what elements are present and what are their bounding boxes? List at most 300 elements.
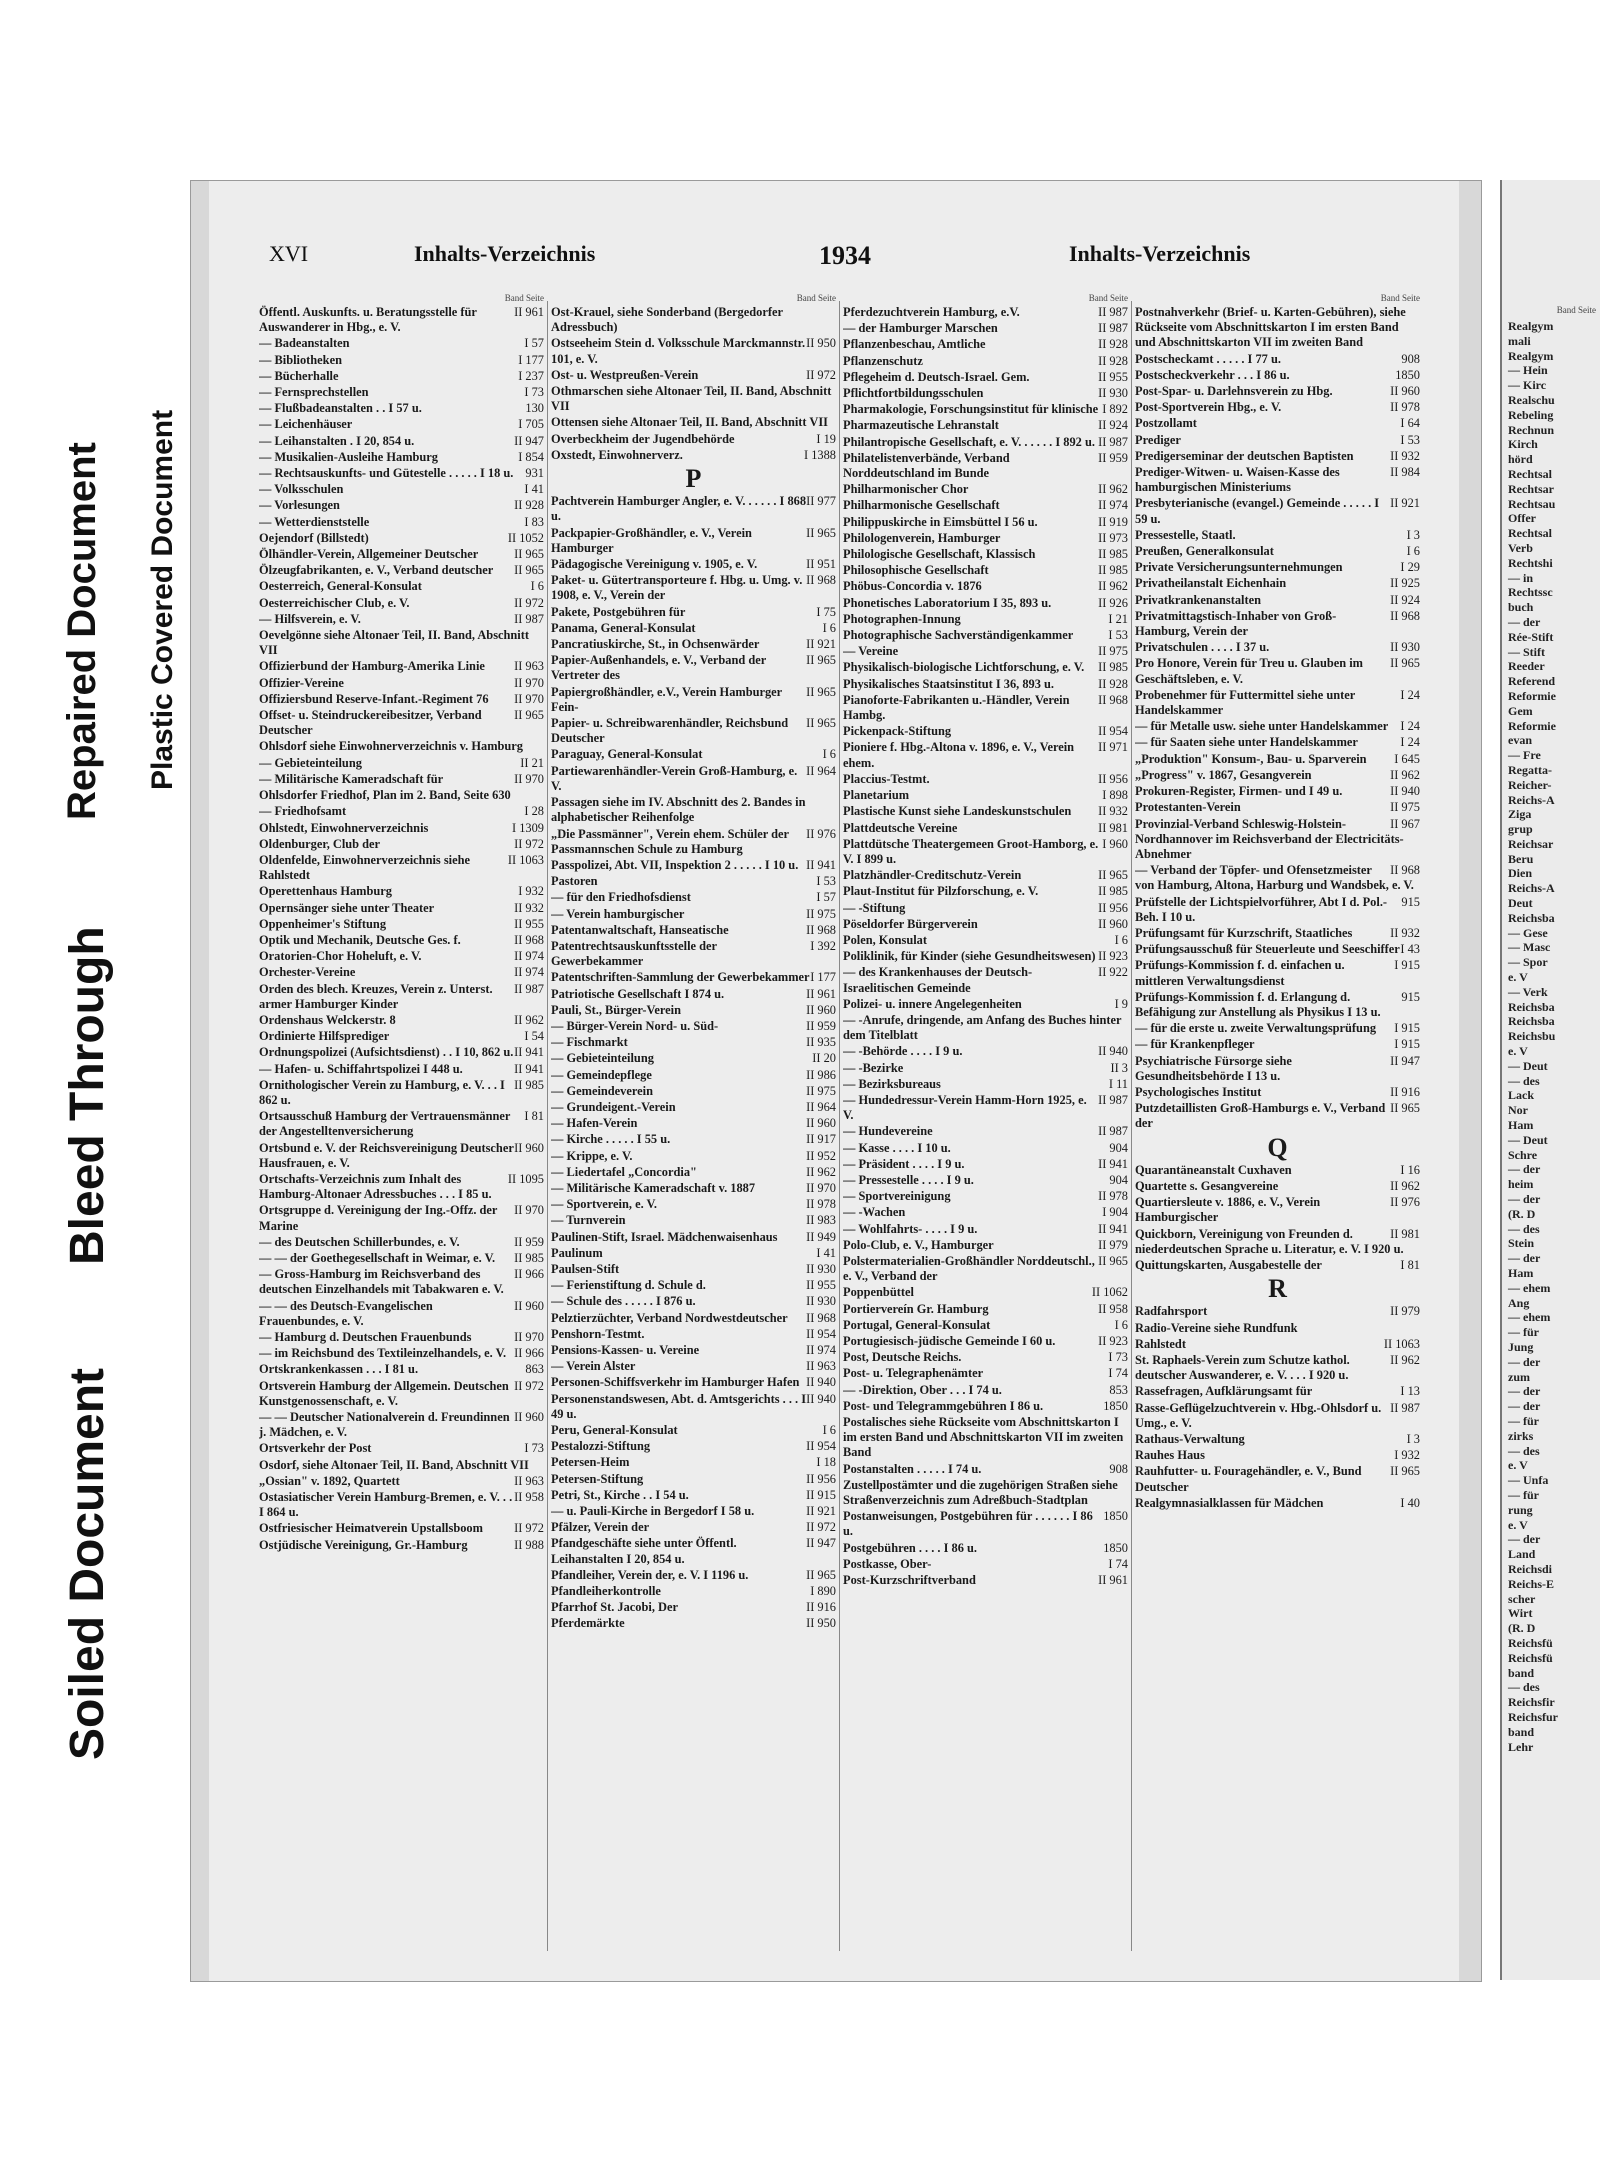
entry-title: Passpolizei, Abt. VII, Inspektion 2 . . . . . I 10 u.	[551, 857, 799, 872]
index-entry	[843, 1318, 1128, 1333]
index-column-2	[551, 291, 836, 1951]
entry-title: Privatkrankenanstalten	[1135, 592, 1261, 607]
entry-title: — Kirche . . . . . I 55 u.	[551, 1132, 671, 1147]
index-entry	[259, 1251, 544, 1266]
entry-title: Oxstedt, Einwohnerverz.	[551, 447, 683, 462]
entry-reference: I 892	[1102, 402, 1128, 417]
entry-title: Rathaus-Verwaltung	[1135, 1432, 1245, 1447]
entry-reference: II 940	[806, 1391, 836, 1406]
index-entry	[1135, 1163, 1420, 1178]
entry-reference: II 974	[806, 1343, 836, 1357]
entry-reference: II 1052	[507, 530, 544, 545]
entry-reference: II 974	[514, 965, 544, 980]
entry-title: — des Deutschen Schillerbundes, e. V.	[259, 1234, 460, 1249]
facing-page-line: Ham	[1508, 1118, 1534, 1133]
entry-title: Pelztierzüchter, Verband Nordwestdeutscher	[551, 1310, 788, 1325]
entry-reference: I 29	[1400, 560, 1420, 575]
entry-title: Ostasiatischer Verein Hamburg-Bremen, e. V. . . I 864 u.	[259, 1490, 513, 1520]
index-entry	[1135, 1258, 1420, 1273]
entry-reference: II 970	[514, 1330, 544, 1344]
entry-reference: II 979	[1390, 1304, 1420, 1319]
index-entry	[843, 1478, 1128, 1508]
index-entry	[259, 482, 544, 497]
entry-title: Pharmakologie, Forschungsinstitut für klinische	[843, 402, 1099, 417]
entry-reference: II 928	[1098, 337, 1128, 352]
entry-reference: II 977	[806, 494, 836, 509]
index-entry	[843, 1285, 1128, 1300]
entry-reference: II 978	[1098, 1189, 1128, 1204]
entry-reference: II 970	[514, 771, 544, 786]
entry-reference: II 985	[1098, 884, 1128, 899]
index-entry	[843, 644, 1128, 659]
entry-reference: 1850	[1103, 1509, 1128, 1524]
entry-reference: II 923	[1098, 949, 1128, 964]
entry-reference: II 955	[514, 916, 544, 931]
index-entry	[551, 1375, 836, 1390]
facing-page-line: — der	[1508, 1384, 1541, 1399]
facing-page-line: — der	[1508, 614, 1541, 629]
entry-title: Osdorf, siehe Altonaer Teil, II. Band, Abschnitt VII	[259, 1457, 529, 1472]
index-entry	[843, 1350, 1128, 1365]
index-entry	[259, 901, 544, 916]
entry-reference: II 972	[514, 1378, 544, 1393]
index-entry	[843, 435, 1128, 450]
entry-title: — im Reichsbund des Textileinzelhandels, e. V.	[259, 1346, 507, 1361]
entry-title: Offiziersbund Reserve-Infant.-Regiment 76	[259, 691, 489, 706]
entry-title: Pickenpack-Stiftung	[843, 724, 952, 739]
entry-reference: II 962	[1390, 1353, 1420, 1367]
entry-title: Psychologisches Institut	[1135, 1084, 1262, 1099]
entry-reference: I 392	[810, 938, 836, 953]
index-entry	[551, 432, 836, 447]
entry-title: Pflichtfortbildungsschulen	[843, 386, 984, 401]
entry-title: — Fernsprechstellen	[259, 385, 369, 400]
repaired-document-label: Repaired Document	[60, 442, 104, 820]
entry-title: Passagen siehe im IV. Abschnitt des 2. Bandes in alphabetischer Reihenfolge	[551, 795, 806, 825]
facing-page-line: heim	[1508, 1177, 1534, 1192]
facing-page-line: Reichs-E	[1508, 1576, 1554, 1591]
index-entry	[843, 821, 1128, 836]
entry-title: Postanstalten . . . . . I 74 u.	[843, 1461, 982, 1476]
entry-reference: II 968	[1098, 692, 1128, 707]
entry-title: — Sportvereinigung	[843, 1189, 951, 1204]
index-entry	[259, 515, 544, 530]
entry-title: Pädagogische Vereinigung v. 1905, e. V.	[551, 557, 758, 572]
index-entry	[259, 531, 544, 546]
entry-reference: I 932	[518, 884, 544, 899]
entry-reference: II 915	[806, 1487, 836, 1502]
entry-title: Philosophische Gesellschaft	[843, 563, 989, 578]
index-entry	[1135, 768, 1420, 783]
entry-reference: II 974	[514, 949, 544, 964]
entry-reference: II 1063	[507, 852, 544, 867]
entry-title: Ortschafts-Verzeichnis zum Inhalt des Hamburg-Altonaer Adressbuches . . . I 85 u.	[259, 1171, 492, 1202]
index-entry	[843, 724, 1128, 739]
entry-title: Philippuskirche in Eimsbüttel I 56 u.	[843, 514, 1038, 529]
entry-reference: II 962	[1098, 482, 1128, 497]
entry-reference: II 961	[514, 305, 544, 319]
facing-page-line: band	[1508, 1665, 1535, 1680]
index-entry	[843, 1302, 1128, 1317]
entry-reference: II 921	[1390, 496, 1420, 511]
entry-title: — für Saaten siehe unter Handelskammer	[1135, 735, 1358, 750]
index-entry	[259, 579, 544, 594]
facing-page-lines	[1502, 319, 1600, 1754]
index-entry	[1135, 784, 1420, 799]
entry-title: Ölzeugfabrikanten, e. V., Verband deutscher	[259, 563, 494, 578]
index-entry	[551, 858, 836, 873]
entry-reference: II 985	[1098, 563, 1128, 578]
entry-title: Offizierbund der Hamburg-Amerika Linie	[259, 659, 485, 674]
index-entry	[259, 788, 544, 803]
entry-title: Probenehmer für Futtermittel siehe unter Handelskammer	[1135, 687, 1355, 718]
entry-reference: I 6	[530, 579, 544, 594]
entry-title: Polizei- u. innere Angelegenheiten	[843, 996, 1022, 1011]
entry-reference: II 975	[806, 906, 836, 921]
index-entry	[1135, 528, 1420, 543]
entry-reference: II 947	[806, 1536, 836, 1551]
entry-title: Ordinierte Hilfsprediger	[259, 1029, 390, 1044]
entry-title: Polo-Club, e. V., Hamburger	[843, 1237, 994, 1252]
entry-title: Papier-Außenhandels, e. V., Verband der Vertreter des	[551, 653, 767, 683]
facing-page-line: hörd	[1508, 452, 1533, 467]
entry-title: Poliklinik, für Kinder (siehe Gesundheitswesen)	[843, 949, 1096, 964]
facing-page-line: — des	[1508, 1443, 1540, 1458]
entry-reference: II 940	[1390, 784, 1420, 799]
index-entry	[843, 596, 1128, 611]
entry-reference: I 890	[810, 1584, 836, 1599]
index-entry	[259, 772, 544, 787]
facing-page-line: Rechtshi	[1508, 555, 1553, 570]
entry-title: „Produktion" Konsum-, Bau- u. Sparverein	[1135, 751, 1367, 766]
index-entry	[259, 917, 544, 932]
entry-reference: II 975	[806, 1083, 836, 1098]
facing-page-line: scher	[1508, 1591, 1536, 1606]
facing-page-line: Reichs-A	[1508, 792, 1555, 807]
entry-title: Overbeckheim der Jugendbehörde	[551, 431, 735, 446]
index-entry	[259, 1267, 544, 1297]
entry-title: Paulinen-Stift, Israel. Mädchenwaisenhaus	[551, 1229, 778, 1244]
index-entry	[259, 612, 544, 627]
entry-title: Oratorien-Chor Hoheluft, e. V.	[259, 949, 422, 964]
index-entry	[259, 1172, 544, 1202]
entry-title: Ölhändler-Verein, Allgemeiner Deutscher	[259, 547, 479, 562]
entry-title: Philologische Gesellschaft, Klassisch	[843, 547, 1036, 562]
entry-title: — der Hamburger Marschen	[843, 321, 998, 336]
index-entry	[551, 336, 836, 366]
entry-title: „Progress" v. 1867, Gesangverein	[1135, 767, 1312, 782]
index-entry	[1135, 640, 1420, 655]
entry-title: Quartette s. Gesangvereine	[1135, 1178, 1279, 1193]
entry-title: Postkasse, Ober-	[843, 1556, 932, 1571]
entry-reference: II 952	[806, 1148, 836, 1163]
facing-page-line: — für	[1508, 1413, 1539, 1428]
entry-title: Prediger	[1135, 432, 1181, 447]
entry-reference: II 972	[514, 1521, 544, 1536]
entry-title: Prüfungsamt für Kurzschrift, Staatliches	[1135, 925, 1353, 940]
index-entry	[1135, 735, 1420, 750]
entry-reference: II 941	[1098, 1156, 1128, 1171]
index-entry	[1135, 895, 1420, 925]
entry-title: Rauhes Haus	[1135, 1448, 1205, 1463]
entry-title: Prüfungs-Kommission f. d. einfachen u. mittleren Verwaltungsdienst	[1135, 958, 1345, 988]
entry-title: Oesterreichischer Club, e. V.	[259, 595, 410, 610]
entry-title: — für die erste u. zweite Verwaltungsprüfung	[1135, 1021, 1377, 1036]
entry-title: Quickborn, Vereinigung von Freunden d. niederdeutschen Sprache u. Literatur, e. V. I 920 u.	[1135, 1226, 1404, 1256]
index-entry	[1135, 719, 1420, 734]
entry-title: Privatmittagstisch-Inhaber von Groß-Hamburg, Verein der	[1135, 608, 1337, 639]
index-entry	[551, 874, 836, 889]
entry-reference: II 968	[514, 932, 544, 947]
facing-page-line: e. V	[1508, 1458, 1528, 1473]
index-entry	[843, 772, 1128, 787]
entry-reference: I 6	[1114, 1317, 1128, 1332]
entry-reference: II 970	[514, 1203, 544, 1218]
facing-page-line: Kirch	[1508, 437, 1538, 452]
entry-title: Pianoforte-Fabrikanten u.-Händler, Verein Hambg.	[843, 692, 1070, 723]
entry-reference: II 941	[806, 857, 836, 872]
facing-page-line: — für	[1508, 1325, 1539, 1340]
entry-reference: II 916	[1390, 1084, 1420, 1099]
entry-reference: I 24	[1400, 735, 1420, 750]
index-entry	[259, 1203, 544, 1233]
facing-page-line: Rechtsal	[1508, 466, 1552, 481]
entry-title: — — Deutscher Nationalverein d. Freundinnen j. Mädchen, e. V.	[259, 1410, 510, 1440]
index-entry	[551, 1568, 836, 1583]
entry-title: Ohlstedt, Einwohnerverzeichnis	[259, 820, 429, 835]
entry-reference: II 960	[514, 1410, 544, 1425]
entry-reference: I 177	[518, 352, 544, 367]
facing-page-line: grup	[1508, 822, 1533, 837]
entry-reference: I 41	[816, 1245, 836, 1260]
entry-reference: II 968	[806, 922, 836, 937]
index-entry	[1135, 800, 1420, 815]
index-entry	[1135, 926, 1420, 941]
index-entry	[843, 1077, 1128, 1092]
column-header: Band Seite	[504, 293, 544, 303]
entry-title: Orden des blech. Kreuzes, Verein z. Unterst. armer Hamburger Kinder	[259, 981, 493, 1011]
facing-page-line: — Deut	[1508, 1132, 1548, 1147]
index-entry	[843, 1013, 1128, 1043]
index-entry	[843, 997, 1128, 1012]
index-entry	[551, 716, 836, 746]
entry-reference: 908	[1109, 1461, 1128, 1476]
entry-title: — Hilfsverein, e. V.	[259, 611, 361, 626]
entry-title: Prediger-Witwen- u. Waisen-Kasse des hamburgischen Ministeriums	[1135, 465, 1340, 495]
index-entry	[1135, 1353, 1420, 1383]
index-entry	[551, 1504, 836, 1519]
facing-page-line: zum	[1508, 1369, 1530, 1384]
entry-title: Pflanzenbeschau, Amtliche	[843, 337, 986, 352]
index-entry	[1135, 1037, 1420, 1052]
entry-reference: I 645	[1394, 751, 1420, 766]
entry-reference: II 928	[1098, 676, 1128, 691]
entry-title: Physikalisch-biologische Lichtforschung, e. V.	[843, 660, 1085, 675]
facing-page-line: Ang	[1508, 1295, 1530, 1310]
entry-title: Philantropische Gesellschaft, e. V. . . . . . I 892 u.	[843, 434, 1095, 449]
index-entry	[259, 401, 544, 416]
entry-reference: II 930	[806, 1294, 836, 1309]
entry-title: — -Direktion, Ober . . . I 74 u.	[843, 1382, 1002, 1397]
facing-page-line: Schre	[1508, 1147, 1538, 1162]
facing-page-line: Reichsar	[1508, 836, 1554, 851]
entry-title: — Badeanstalten	[259, 336, 350, 351]
index-entry	[551, 1165, 836, 1180]
entry-reference: II 941	[514, 1045, 544, 1060]
entry-reference: II 932	[514, 900, 544, 915]
facing-page-line: Nor	[1508, 1103, 1528, 1118]
entry-title: Prüfungs-Kommission f. d. Erlangung d. Befähigung zur Anstellung als Physikus I 13 u.	[1135, 989, 1381, 1019]
index-entry	[551, 1616, 836, 1631]
index-entry	[551, 1439, 836, 1454]
index-entry	[843, 1557, 1128, 1572]
entry-title: — Turnverein	[551, 1213, 626, 1228]
entry-title: Paraguay, General-Konsulat	[551, 747, 703, 762]
entry-reference: II 985	[514, 1250, 544, 1265]
entry-reference: II 962	[1390, 1178, 1420, 1193]
entry-reference: II 967	[1390, 816, 1420, 831]
entry-title: — — des Deutsch-Evangelischen Frauenbundes, e. V.	[259, 1298, 433, 1328]
index-entry	[843, 579, 1128, 594]
entry-title: Putzdetaillisten Groß-Hamburgs e. V., Verband der	[1135, 1101, 1386, 1131]
facing-page-line: Reichsfur	[1508, 1709, 1558, 1724]
entry-reference: I 3	[1406, 1432, 1420, 1447]
entry-reference: II 960	[1098, 916, 1128, 931]
entry-title: — Verein Alster	[551, 1359, 636, 1374]
index-entry	[551, 1051, 836, 1066]
index-entry	[259, 933, 544, 948]
entry-title: Quittungskarten, Ausgabestelle der	[1135, 1257, 1322, 1272]
entry-title: — Schule des . . . . . I 876 u.	[551, 1294, 696, 1309]
entry-reference: II 20	[812, 1051, 836, 1066]
entry-title: — Gebieteinteilung	[551, 1051, 654, 1066]
entry-reference: I 915	[1394, 1037, 1420, 1052]
index-entry	[551, 1472, 836, 1487]
index-entry	[843, 337, 1128, 352]
entry-title: Post, Deutsche Reichs.	[843, 1350, 962, 1365]
entry-title: Rahlstedt	[1135, 1336, 1186, 1351]
entry-reference: 853	[1109, 1382, 1128, 1397]
entry-reference: II 919	[1098, 514, 1128, 529]
index-entry	[259, 466, 544, 481]
entry-reference: 908	[1401, 351, 1420, 366]
index-entry	[551, 1035, 836, 1050]
index-entry	[259, 596, 544, 611]
entry-title: — Hundedressur-Verein Hamm-Horn 1925, e. V.	[843, 1092, 1087, 1123]
entry-title: Portiervereín Gr. Hamburg	[843, 1301, 989, 1316]
index-entry	[843, 531, 1128, 546]
entry-reference: II 970	[514, 675, 544, 690]
entry-reference: II 981	[1098, 820, 1128, 835]
entry-title: — -Wachen	[843, 1205, 906, 1220]
entry-title: — Leihanstalten . I 20, 854 u.	[259, 433, 415, 448]
facing-page-line: Verb	[1508, 540, 1533, 555]
index-entry	[259, 628, 544, 658]
entry-reference: II 965	[1390, 656, 1420, 671]
entry-title: Offset- u. Steindruckereibesitzer, Verband Deutscher	[259, 708, 482, 738]
index-entry	[551, 1536, 836, 1566]
index-entry	[843, 305, 1128, 320]
index-entry	[1135, 560, 1420, 575]
entry-reference: II 965	[806, 1567, 836, 1582]
entry-title: Privatschulen . . . . I 37 u.	[1135, 640, 1270, 655]
entry-reference: II 979	[1098, 1237, 1128, 1252]
entry-title: — Vorlesungen	[259, 498, 340, 513]
entry-title: Quarantäneanstalt Cuxhaven	[1135, 1162, 1292, 1177]
index-entry	[259, 417, 544, 432]
entry-title: „Die Passmänner", Verein ehem. Schüler der Passmannschen Schule zu Hamburg	[551, 826, 789, 856]
entry-reference: II 970	[514, 691, 544, 706]
index-entry	[843, 547, 1128, 562]
entry-title: — Ferienstiftung d. Schule d.	[551, 1278, 706, 1293]
facing-page-line: Regatta-	[1508, 762, 1552, 777]
index-entry	[259, 1013, 544, 1028]
index-entry	[551, 1213, 836, 1228]
entry-title: — Gemeindepflege	[551, 1067, 652, 1082]
entry-title: — — der Goethegesellschaft in Weimar, e. V.	[259, 1250, 496, 1265]
entry-title: Postanweisungen, Postgebühren für . . . . . . I 86 u.	[843, 1509, 1093, 1539]
facing-page-line: buch	[1508, 600, 1534, 615]
section-letter: P	[685, 464, 702, 494]
facing-page-line: Reichsba	[1508, 910, 1555, 925]
entry-reference: II 1095	[507, 1171, 544, 1186]
entry-title: Philologenverein, Hamburger	[843, 530, 1001, 545]
entry-title: Polen, Konsulat	[843, 932, 927, 947]
index-entry	[551, 1116, 836, 1131]
index-entry	[843, 628, 1128, 643]
index-entry	[843, 563, 1128, 578]
entry-title: Privatheilanstalt Eichenhain	[1135, 576, 1287, 591]
index-entry	[259, 1490, 544, 1520]
entry-reference: II 972	[806, 1520, 836, 1535]
index-entry	[843, 788, 1128, 803]
index-entry	[1135, 1401, 1420, 1431]
entry-title: — des Krankenhauses der Deutsch-Israelitischen Gemeinde	[843, 965, 1033, 995]
entry-reference: I 41	[524, 482, 544, 497]
entry-reference: II 985	[1098, 547, 1128, 562]
index-entry	[843, 1383, 1128, 1398]
entry-reference: I 1309	[511, 820, 544, 835]
facing-page-line: Reichsdi	[1508, 1561, 1553, 1576]
facing-page-line: — des	[1508, 1221, 1540, 1236]
entry-reference: II 963	[514, 659, 544, 674]
index-entry	[551, 1294, 836, 1309]
entry-reference: II 955	[806, 1278, 836, 1293]
entry-reference: II 960	[1390, 384, 1420, 399]
entry-title: Oevelgönne siehe Altonaer Teil, II. Band, Abschnitt VII	[259, 628, 529, 658]
entry-title: — Rechtsauskunfts- und Gütestelle . . . . . I 18 u.	[259, 466, 514, 481]
facing-page-line: zirks	[1508, 1428, 1534, 1443]
index-entry	[259, 1410, 544, 1440]
entry-title: Postscheckamt . . . . . I 77 u.	[1135, 351, 1281, 366]
entry-title: Patriotische Gesellschaft I 874 u.	[551, 986, 725, 1001]
entry-reference: I 19	[816, 431, 836, 446]
facing-page-line: Rée-Stift	[1508, 629, 1554, 644]
index-entry	[843, 386, 1128, 401]
entry-title: — Hafen-Verein	[551, 1116, 638, 1131]
index-entry	[259, 353, 544, 368]
entry-title: Offizier-Vereine	[259, 675, 344, 690]
entry-title: Othmarschen siehe Altonaer Teil, II. Band, Abschnitt VII	[551, 384, 832, 414]
entry-reference: II 963	[806, 1359, 836, 1374]
facing-page-line: Reichsfü	[1508, 1635, 1553, 1650]
facing-page-line: — der	[1508, 1251, 1541, 1266]
column-header: Band Seite	[1380, 293, 1420, 303]
entry-title: Pressestelle, Staatl.	[1135, 527, 1236, 542]
entry-title: Ortsverkehr der Post	[259, 1441, 372, 1456]
entry-reference: II 987	[1390, 1400, 1420, 1415]
entry-reference: II 940	[1098, 1044, 1128, 1059]
